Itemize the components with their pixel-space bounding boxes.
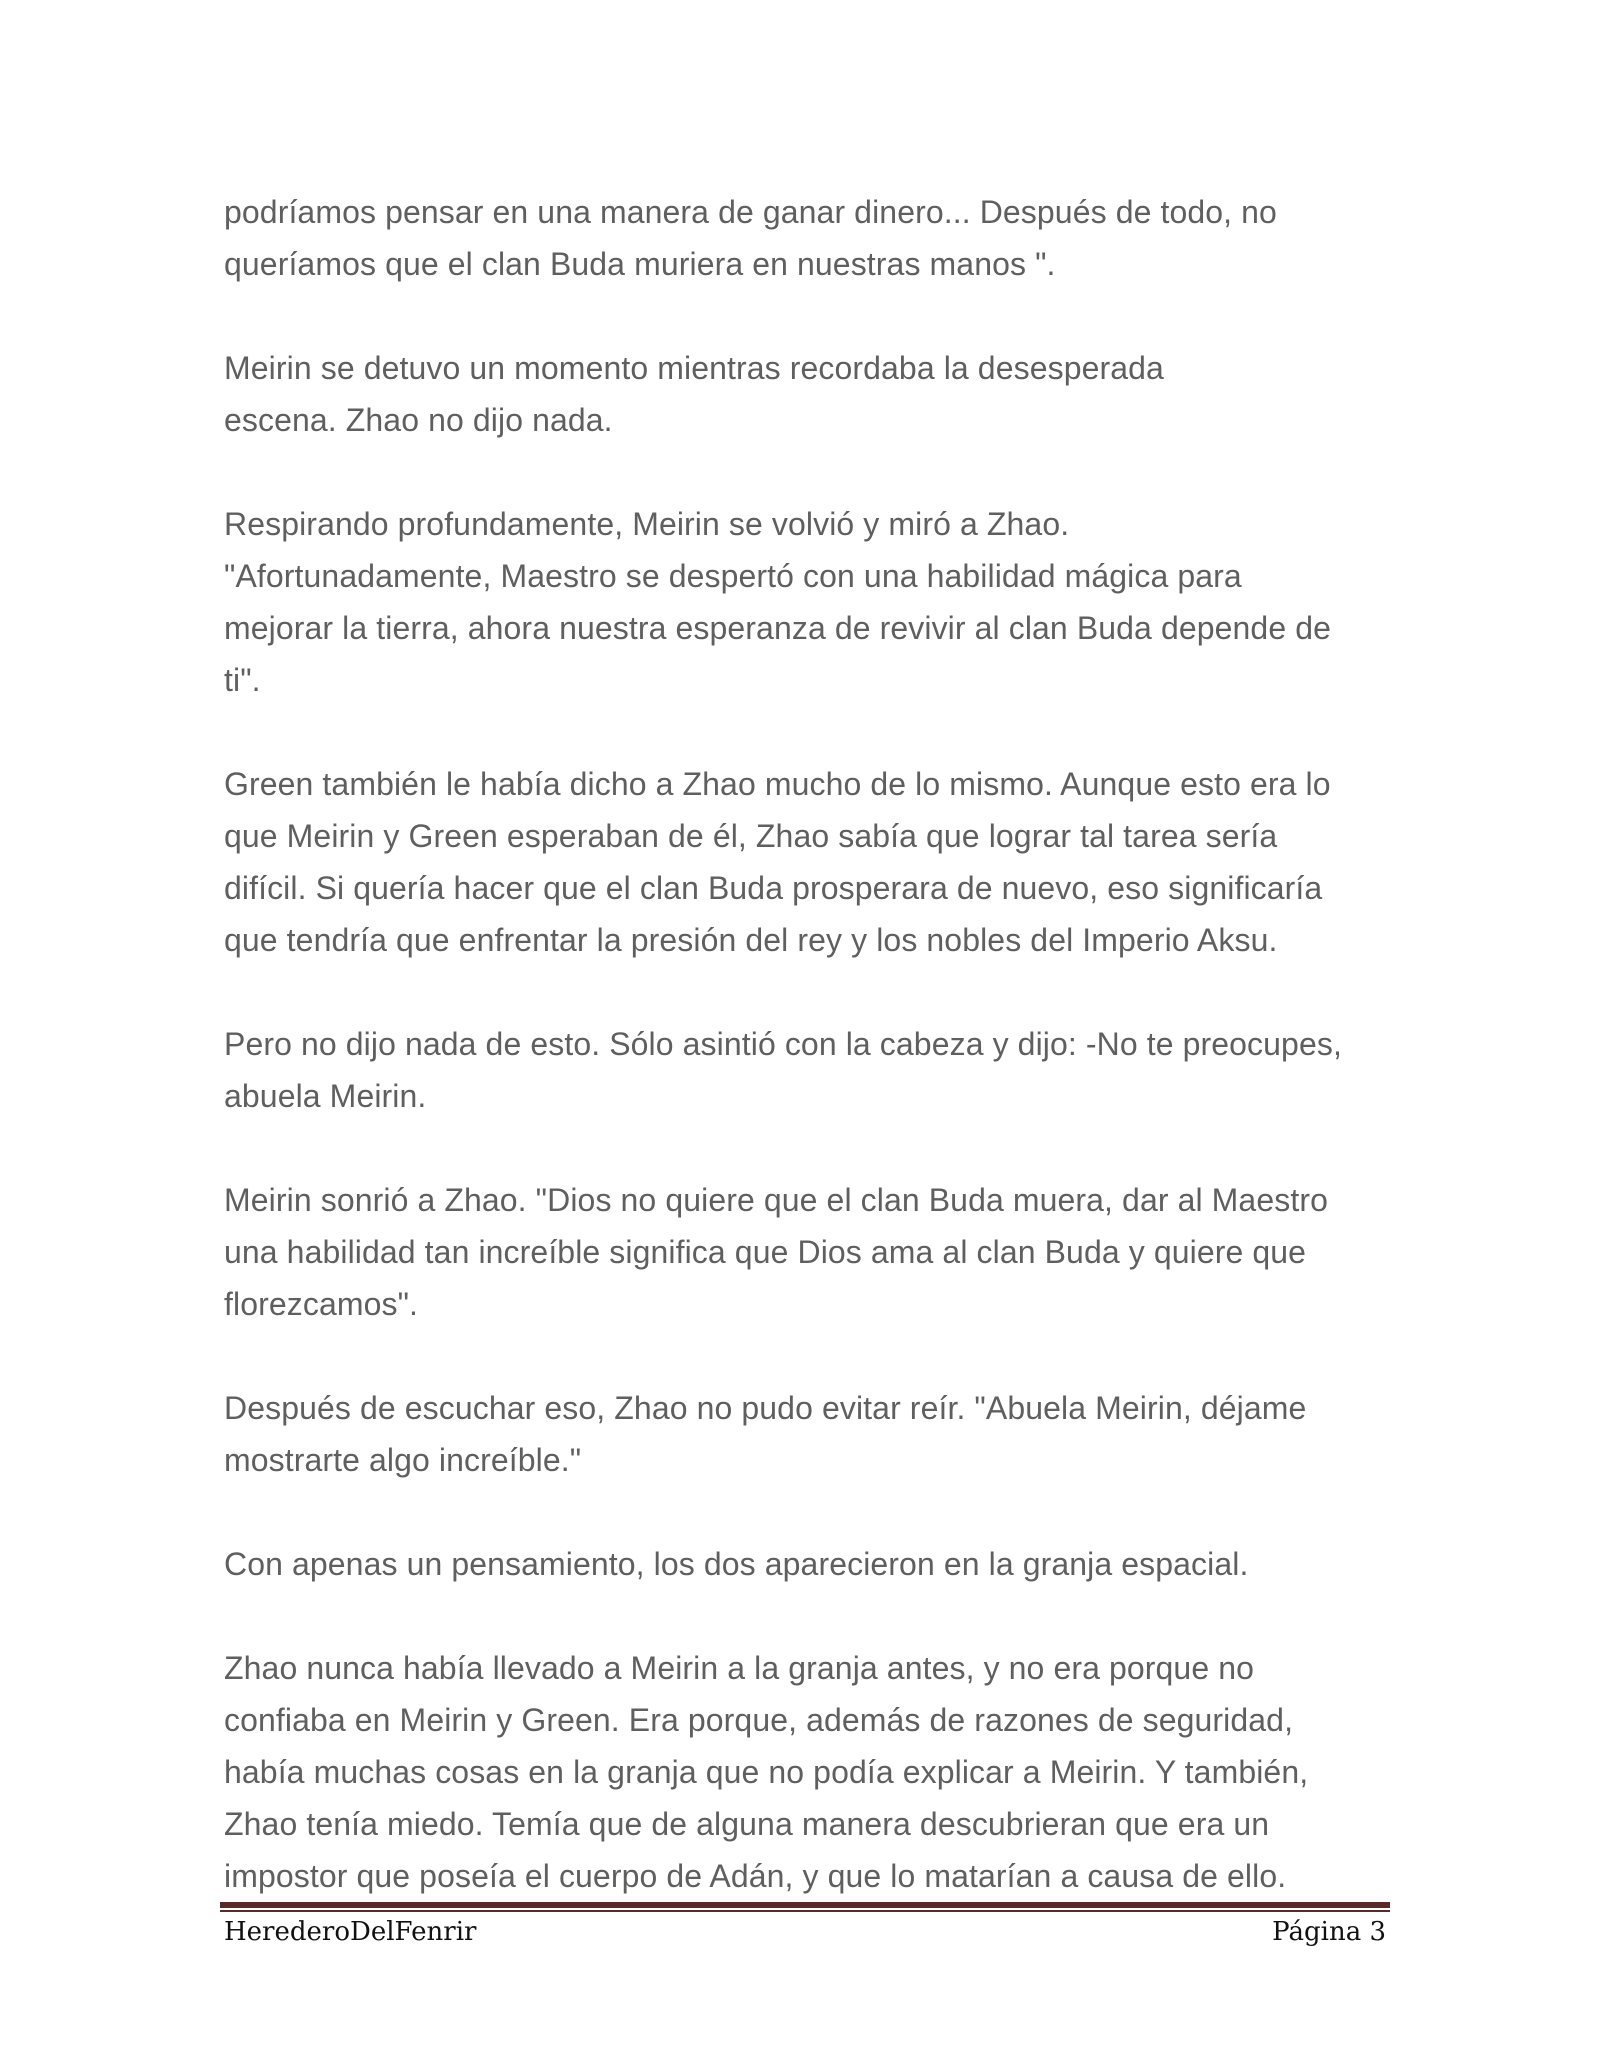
paragraph <box>224 1018 1384 1122</box>
paragraph <box>224 1174 1384 1330</box>
text-line: florezcamos". <box>224 1286 419 1322</box>
text-line: Zhao nunca había llevado a Meirin a la granja antes, y no era porque no <box>224 1650 1255 1686</box>
text-line: "Afortunadamente, Maestro se despertó con una habilidad mágica para <box>224 558 1242 594</box>
paragraph <box>224 1538 1384 1590</box>
text-line: difícil. Si quería hacer que el clan Buda prosperara de nuevo, eso significaría <box>224 870 1323 906</box>
paragraph <box>224 758 1384 966</box>
paragraph <box>224 498 1384 706</box>
text-line: había muchas cosas en la granja que no podía explicar a Meirin. Y también, <box>224 1754 1309 1790</box>
text-line: podríamos pensar en una manera de ganar dinero... Después de todo, no <box>224 194 1277 230</box>
text-line: Con apenas un pensamiento, los dos aparecieron en la granja espacial. <box>224 1546 1249 1582</box>
text-line: Respirando profundamente, Meirin se volvió y miró a Zhao. <box>224 506 1070 542</box>
footer-rule-thick <box>220 1902 1390 1908</box>
text-line: queríamos que el clan Buda muriera en nuestras manos ". <box>224 246 1056 282</box>
text-line: una habilidad tan increíble significa que Dios ama al clan Buda y quiere que <box>224 1234 1307 1270</box>
body-text <box>224 186 1384 1954</box>
text-line: que Meirin y Green esperaban de él, Zhao sabía que lograr tal tarea sería <box>224 818 1278 854</box>
paragraph <box>224 1642 1384 1902</box>
text-line: confiaba en Meirin y Green. Era porque, además de razones de seguridad, <box>224 1702 1294 1738</box>
text-line: Después de escuchar eso, Zhao no pudo evitar reír. "Abuela Meirin, déjame <box>224 1390 1307 1426</box>
paragraph <box>224 1382 1384 1486</box>
text-line: Pero no dijo nada de esto. Sólo asintió con la cabeza y dijo: -No te preocupes, <box>224 1026 1342 1062</box>
text-line: Meirin sonrió a Zhao. "Dios no quiere que el clan Buda muera, dar al Maestro <box>224 1182 1328 1218</box>
text-line: Green también le había dicho a Zhao mucho de lo mismo. Aunque esto era lo <box>224 766 1331 802</box>
footer-page-number: Página 3 <box>1272 1917 1386 1947</box>
text-line: abuela Meirin. <box>224 1078 427 1114</box>
paragraph <box>224 342 1384 446</box>
paragraph <box>224 186 1384 290</box>
text-line: escena. Zhao no dijo nada. <box>224 402 613 438</box>
footer-author: HerederoDelFenrir <box>224 1917 477 1947</box>
text-line: Meirin se detuvo un momento mientras recordaba la desesperada <box>224 350 1164 386</box>
text-line: impostor que poseía el cuerpo de Adán, y que lo matarían a causa de ello. <box>224 1858 1287 1894</box>
text-line: mejorar la tierra, ahora nuestra esperanza de revivir al clan Buda depende de <box>224 610 1332 646</box>
text-line: mostrarte algo increíble." <box>224 1442 582 1478</box>
text-line: Zhao tenía miedo. Temía que de alguna manera descubrieran que era un <box>224 1806 1270 1842</box>
text-line: ti". <box>224 662 261 698</box>
text-line: que tendría que enfrentar la presión del rey y los nobles del Imperio Aksu. <box>224 922 1278 958</box>
